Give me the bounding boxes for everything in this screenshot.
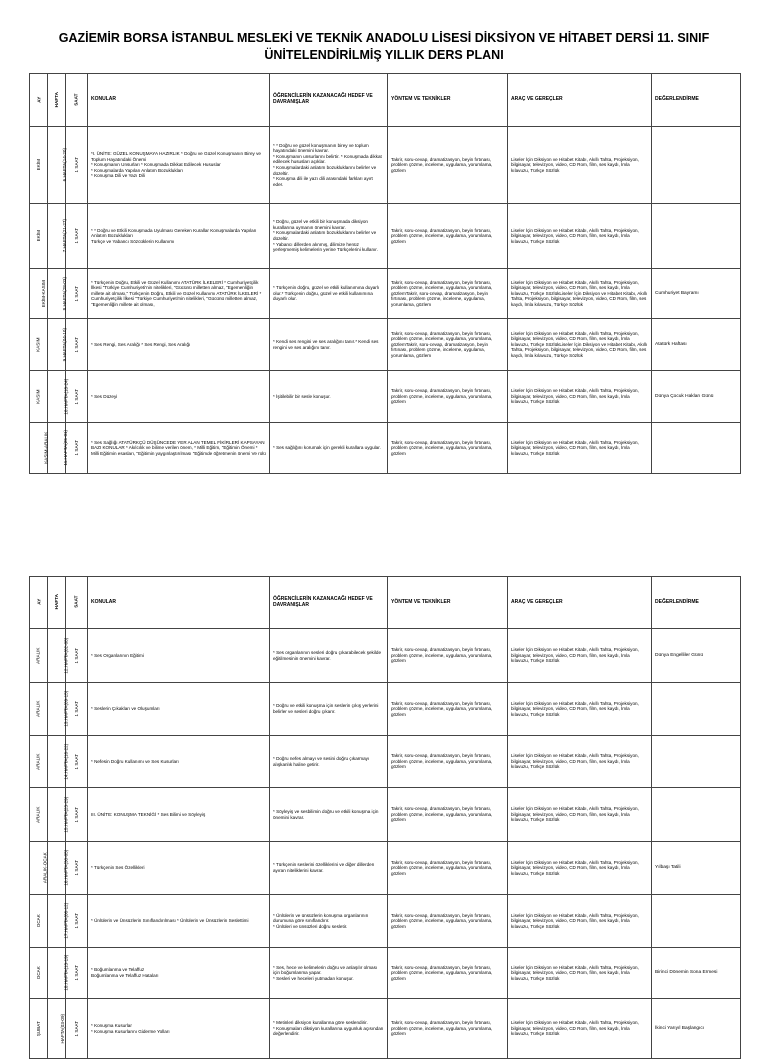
- plan-table-2: [29, 576, 741, 1059]
- table-row: [30, 999, 741, 1059]
- table-row: [30, 842, 741, 895]
- header-row: [30, 577, 741, 629]
- week-cell: HAFTA(03-09): [48, 999, 66, 1059]
- methods-cell: Takrir, soru-cevap, dramatizasyon, beyin fırtınası, problem çözme, inceleme, uygulama, yorumlama, gözlemTakrir, soru-cevap, dramatizasyon, beyin fırtınası, problem çözme, inceleme, uygulama, yorumlama, gözlem: [388, 269, 508, 319]
- table-row: [30, 423, 741, 474]
- hours-cell: 1 SAAT: [66, 371, 88, 423]
- evaluation-cell: Cumhuriyet Bayramı: [652, 269, 741, 319]
- methods-cell: Takrir, soru-cevap, dramatizasyon, beyin fırtınası, problem çözme, inceleme, uygulama, yorumlama, gözlem: [388, 683, 508, 736]
- methods-cell: Takrir, soru-cevap, dramatizasyon, beyin fırtınası, problem çözme, inceleme, uygulama, yorumlama, gözlem: [388, 204, 508, 269]
- header-deger: DEĞERLENDİRME: [652, 74, 741, 127]
- materials-cell: Liseler İçin Diksiyon ve Hitabet Kitabı, Akıllı Tahta, Projeksiyon, bilgisayar, televizyon, video, CD Rom, film, ses kaydı, İmla kılavuzu, Türkçe Sözlük: [508, 629, 652, 683]
- header-konular: KONULAR: [88, 577, 270, 629]
- header-saat: SAAT: [66, 74, 88, 127]
- evaluation-cell: Dünya Engelliler Günü: [652, 629, 741, 683]
- month-cell: KASIM: [30, 371, 48, 423]
- topic-cell: * Ses Düzeyi: [88, 371, 270, 423]
- month-cell: ARALIK: [30, 629, 48, 683]
- methods-cell: Takrir, soru-cevap, dramatizasyon, beyin fırtınası, problem çözme, inceleme, uygulama, yorumlama, gözlem: [388, 948, 508, 999]
- methods-cell: Takrir, soru-cevap, dramatizasyon, beyin fırtınası, problem çözme, inceleme, uygulama, yorumlama, gözlem: [388, 127, 508, 204]
- evaluation-cell: [652, 895, 741, 948]
- table-row: [30, 895, 741, 948]
- month-cell: KASIM-ARALIK: [30, 423, 48, 474]
- materials-cell: Liseler İçin Diksiyon ve Hitabet Kitabı, Akıllı Tahta, Projeksiyon, bilgisayar, televizyon, video, CD Rom, film, ses kaydı, İmla kılavuzu, Türkçe Sözlük: [508, 895, 652, 948]
- methods-cell: Takrir, soru-cevap, dramatizasyon, beyin fırtınası, problem çözme, inceleme, uygulama, yorumlama, gözlem: [388, 895, 508, 948]
- materials-cell: Liseler İçin Diksiyon ve Hitabet Kitabı, Akıllı Tahta, Projeksiyon, bilgisayar, televizyon, video, CD Rom, film, ses kaydı, İmla kılavuzu, Türkçe Sözlük: [508, 842, 652, 895]
- materials-cell: Liseler İçin Diksiyon ve Hitabet Kitabı, Akıllı Tahta, Projeksiyon, bilgisayar, televizyon, video, CD Rom, film, ses kaydı, İmla kılavuzu, Türkçe SözlükLiseler İçin Diksiyon ve Hitabet Kitabı, Akıllı Tahta, Projeksiyon, bilgisayar, televizyon, video, CD Rom, film, ses kaydı, İmla kılavuzu, Türkçe Sözlük: [508, 269, 652, 319]
- document-title: [30, 30, 738, 64]
- header-konular: KONULAR: [88, 74, 270, 127]
- title-line-2: ÜNİTELENDİRİLMİŞ YILLIK DERS PLANI: [264, 48, 504, 62]
- objectives-cell: * Ünlülerin ve ünsüzlerin konuşma organlarının durumuna göre sınıflandırır. * Ünlüleri ve ünsüzleri doğru sesletir.: [270, 895, 388, 948]
- methods-cell: Takrir, soru-cevap, dramatizasyon, beyin fırtınası, problem çözme, inceleme, uygulama, yorumlama, gözlemTakrir, soru-cevap, dramatizasyon, beyin fırtınası, problem çözme, inceleme, uygulama, yorumlama, gözlem: [388, 319, 508, 371]
- header-ay: AY: [30, 74, 48, 127]
- evaluation-cell: [652, 127, 741, 204]
- hours-cell: 1 SAAT: [66, 895, 88, 948]
- month-cell: ARALIK-OCAK: [30, 842, 48, 895]
- hours-cell: 1 SAAT: [66, 269, 88, 319]
- evaluation-cell: [652, 683, 741, 736]
- evaluation-cell: Dünya Çocuk Hakları Günü: [652, 371, 741, 423]
- month-cell: OCAK: [30, 948, 48, 999]
- topic-cell: * Boğumlanma ve Telaffuz Boğumlanma ve Telaffuz Hataları: [88, 948, 270, 999]
- materials-cell: Liseler İçin Diksiyon ve Hitabet Kitabı, Akıllı Tahta, Projeksiyon, bilgisayar, televizyon, video, CD Rom, film, ses kaydı, İmla kılavuzu, Türkçe Sözlük: [508, 683, 652, 736]
- month-cell: ARALIK: [30, 683, 48, 736]
- month-cell: ŞUBAT: [30, 999, 48, 1059]
- header-hafta: HAFTA: [48, 577, 66, 629]
- table-row: [30, 319, 741, 371]
- topic-cell: * Ses Rengi, Ses Aralığı * Ses Rengi, Ses Aralığı: [88, 319, 270, 371]
- table-row: [30, 204, 741, 269]
- topic-cell: * Nefesin Doğru Kullanımı ve Ses Kusurları: [88, 736, 270, 788]
- table-row: [30, 788, 741, 842]
- header-hedef: ÖĞRENCİLERİN KAZANACAĞI HEDEF VE DAVRANIŞLAR: [270, 577, 388, 629]
- methods-cell: Takrir, soru-cevap, dramatizasyon, beyin fırtınası, problem çözme, inceleme, uygulama, yorumlama, gözlem: [388, 999, 508, 1059]
- hours-cell: 1 SAAT: [66, 948, 88, 999]
- title-line-1: GAZİEMİR BORSA İSTANBUL MESLEKİ VE TEKNİK ANADOLU LİSESİ DİKSİYON VE HİTABET DERSİ 11. SINIF: [58, 31, 710, 45]
- table-row: [30, 683, 741, 736]
- plan-table-1: [29, 73, 741, 474]
- topic-cell: *I. ÜNİTE: GÜZEL KONUŞMAYA HAZIRLIK * Doğru ve Güzel Konuşmanın Birey ve Toplum Hayatındaki Önemi * Konuşmanın Unsurları * Konuşmada Dikkat Edilecek Hususlar * Konuşmalarda Yapılan Anlatım Bozuklukları * Konuşma Dili ve Yazı Dili: [88, 127, 270, 204]
- week-cell: 12.HAFTA(02-08): [48, 629, 66, 683]
- hours-cell: 1 SAAT: [66, 842, 88, 895]
- evaluation-cell: [652, 736, 741, 788]
- week-cell: 6.HAFTA(14-20): [48, 127, 66, 204]
- methods-cell: Takrir, soru-cevap, dramatizasyon, beyin fırtınası, problem çözme, inceleme, uygulama, yorumlama, gözlem: [388, 371, 508, 423]
- week-cell: 14.HAFTA(16-22): [48, 736, 66, 788]
- hours-cell: 1 SAAT: [66, 736, 88, 788]
- header-yontem: YÖNTEM VE TEKNİKLER: [388, 74, 508, 127]
- hours-cell: 1 SAAT: [66, 423, 88, 474]
- hours-cell: 1 SAAT: [66, 204, 88, 269]
- header-ay: AY: [30, 577, 48, 629]
- materials-cell: Liseler İçin Diksiyon ve Hitabet Kitabı, Akıllı Tahta, Projeksiyon, bilgisayar, televizyon, video, CD Rom, film, ses kaydı, İmla kılavuzu, Türkçe Sözlük: [508, 999, 652, 1059]
- week-cell: 17.HAFTA(06-12): [48, 895, 66, 948]
- week-cell: 8.HAFTA(28-03): [48, 269, 66, 319]
- hours-cell: 1 SAAT: [66, 999, 88, 1059]
- topic-cell: III. ÜNİTE: KONUŞMA TEKNİĞİ * Ses Bilimi ve Söyleyiş: [88, 788, 270, 842]
- materials-cell: Liseler İçin Diksiyon ve Hitabet Kitabı, Akıllı Tahta, Projeksiyon, bilgisayar, televizyon, video, CD Rom, film, ses kaydı, İmla kılavuzu, Türkçe Sözlük: [508, 127, 652, 204]
- evaluation-cell: Birinci Dönemin Sona Ermesi: [652, 948, 741, 999]
- table-row: [30, 127, 741, 204]
- header-row: [30, 74, 741, 127]
- header-saat: SAAT: [66, 577, 88, 629]
- objectives-cell: * Metinleri diksiyon kurallarına göre seslendirir. * Konuşmaları diksiyon kurallarına uygunluk açısından değerlendirir.: [270, 999, 388, 1059]
- objectives-cell: * Türkçenin seslerini özelliklerini ve diğer dillerden ayıran niteliklerini kavrar.: [270, 842, 388, 895]
- week-cell: 11.HAFTA(25-01): [48, 423, 66, 474]
- materials-cell: Liseler İçin Diksiyon ve Hitabet Kitabı, Akıllı Tahta, Projeksiyon, bilgisayar, televizyon, video, CD Rom, film, ses kaydı, İmla kılavuzu, Türkçe Sözlük: [508, 423, 652, 474]
- evaluation-cell: [652, 204, 741, 269]
- header-arac: ARAÇ VE GEREÇLER: [508, 74, 652, 127]
- topic-cell: * Türkçenin Doğru, Etkili ve Güzel Kullanımı ATATÜRK İLKELERİ * Cumhuriyetçilik İlkesi "Türkiye Cumhuriyeti'nin nitelikleri, "Gücünü milletten almaz, "Egemenliğin millete ait olması," Türkçenin Doğru, Etkili ve Güzel Kullanımı ATATÜRK İLKELERİ * Cumhuriyetçilik İlkesi "Türkiye Cumhuriyeti'nin nitelikleri, "Gücünü milletten almaz, "Egemenliğin millete ait olması,: [88, 269, 270, 319]
- week-cell: 10.HAFTA(18-24): [48, 371, 66, 423]
- header-hafta: HAFTA: [48, 74, 66, 127]
- objectives-cell: * Doğru ve etkili konuşma için seslerin çıkış yerlerini belirler ve sesleri doğru çıkarır.: [270, 683, 388, 736]
- evaluation-cell: İkinci Yarıyıl Başlangıcı: [652, 999, 741, 1059]
- week-cell: 16.HAFTA(30-05): [48, 842, 66, 895]
- week-cell: 13.HAFTA(09-15): [48, 683, 66, 736]
- week-cell: 7.HAFTA(21-27): [48, 204, 66, 269]
- evaluation-cell: Atatürk Haftası: [652, 319, 741, 371]
- week-cell: 15.HAFTA(23-29): [48, 788, 66, 842]
- objectives-cell: * Kendi ses rengini ve ses aralığını tanır.* Kendi ses rengini ve ses aralığını tanır.: [270, 319, 388, 371]
- topic-cell: * Ünlülerin ve Ünsüzlerin Sınıflandırılması * Ünlülerin ve Ünsüzlerin Seslettimi: [88, 895, 270, 948]
- header-yontem: YÖNTEM VE TEKNİKLER: [388, 577, 508, 629]
- methods-cell: Takrir, soru-cevap, dramatizasyon, beyin fırtınası, problem çözme, inceleme, uygulama, yorumlama, gözlem: [388, 736, 508, 788]
- hours-cell: 1 SAAT: [66, 788, 88, 842]
- methods-cell: Takrir, soru-cevap, dramatizasyon, beyin fırtınası, problem çözme, inceleme, uygulama, yorumlama, gözlem: [388, 842, 508, 895]
- materials-cell: Liseler İçin Diksiyon ve Hitabet Kitabı, Akıllı Tahta, Projeksiyon, bilgisayar, televizyon, video, CD Rom, film, ses kaydı, İmla kılavuzu, Türkçe Sözlük: [508, 788, 652, 842]
- hours-cell: 1 SAAT: [66, 683, 88, 736]
- topic-cell: * Seslerin Çıkakları ve Oluşumları: [88, 683, 270, 736]
- objectives-cell: * İşitilebilir bir sesle konuşur.: [270, 371, 388, 423]
- header-hedef: ÖĞRENCİLERİN KAZANACAĞI HEDEF VE DAVRANIŞLAR: [270, 74, 388, 127]
- materials-cell: Liseler İçin Diksiyon ve Hitabet Kitabı, Akıllı Tahta, Projeksiyon, bilgisayar, televizyon, video, CD Rom, film, ses kaydı, İmla kılavuzu, Türkçe Sözlük: [508, 371, 652, 423]
- topic-cell: * * Doğru ve Etkili Konuşmada Uyulması Gereken Kurallar Konuşmalarda Yapılan Anlatım Bozuklukları Türkçe ve Yabancı Sözcüklerin Kullanımı: [88, 204, 270, 269]
- objectives-cell: * Ses sağlığını korumak için gerekli kurallara uygular.: [270, 423, 388, 474]
- table-row: [30, 948, 741, 999]
- header-arac: ARAÇ VE GEREÇLER: [508, 577, 652, 629]
- objectives-cell: * Doğru, güzel ve etkili bir konuşmada diksiyon kurallarına uymanın önemini kavrar. * Konuşmalardaki anlatım bozukluklarını belirler ve düzeltir. * Yabancı dillerden alınmış, dilimize henüz yerleşmemiş kelimelerin yerine Türkçelerini kullanır.: [270, 204, 388, 269]
- month-cell: ARALIK: [30, 788, 48, 842]
- month-cell: EKİM-KASIM: [30, 269, 48, 319]
- hours-cell: 1 SAAT: [66, 319, 88, 371]
- materials-cell: Liseler İçin Diksiyon ve Hitabet Kitabı, Akıllı Tahta, Projeksiyon, bilgisayar, televizyon, video, CD Rom, film, ses kaydı, İmla kılavuzu, Türkçe Sözlük: [508, 948, 652, 999]
- materials-cell: Liseler İçin Diksiyon ve Hitabet Kitabı, Akıllı Tahta, Projeksiyon, bilgisayar, televizyon, video, CD Rom, film, ses kaydı, İmla kılavuzu, Türkçe SözlükLiseler İçin Diksiyon ve Hitabet Kitabı, Akıllı Tahta, Projeksiyon, bilgisayar, televizyon, video, CD Rom, film, ses kaydı, İmla kılavuzu, Türkçe Sözlük: [508, 319, 652, 371]
- methods-cell: Takrir, soru-cevap, dramatizasyon, beyin fırtınası, problem çözme, inceleme, uygulama, yorumlama, gözlem: [388, 788, 508, 842]
- objectives-cell: * Türkçenin doğru, güzel ve etkili kullanımına duyarlı olur.* Türkçenin doğru, güzel ve etkili kullanımına duyarlı olur.: [270, 269, 388, 319]
- topic-cell: * Türkçenin Ses Özellikleri: [88, 842, 270, 895]
- week-cell: 18.HAFTA(13-19): [48, 948, 66, 999]
- header-deger: DEĞERLENDİRME: [652, 577, 741, 629]
- month-cell: OCAK: [30, 895, 48, 948]
- objectives-cell: * Ses organlarının sesleri doğru çıkarabilecek şekilde eğitilmesinin önemini kavrar.: [270, 629, 388, 683]
- evaluation-cell: Yılbaşı Tatili: [652, 842, 741, 895]
- month-cell: KASIM: [30, 319, 48, 371]
- table-row: [30, 736, 741, 788]
- topic-cell: * Ses Organlarının Eğitimi: [88, 629, 270, 683]
- objectives-cell: * Ses, hece ve kelimelerin doğru ve anlaşılır olması için boğumlanma yapar. * Sesleri ve heceleri yutmadan konuşur.: [270, 948, 388, 999]
- evaluation-cell: [652, 788, 741, 842]
- table-row: [30, 371, 741, 423]
- methods-cell: Takrir, soru-cevap, dramatizasyon, beyin fırtınası, problem çözme, inceleme, uygulama, yorumlama, gözlem: [388, 629, 508, 683]
- month-cell: EKİM: [30, 204, 48, 269]
- topic-cell: * Konuşma Kusurlar * Konuşma Kusurlarını Giderme Yolları: [88, 999, 270, 1059]
- materials-cell: Liseler İçin Diksiyon ve Hitabet Kitabı, Akıllı Tahta, Projeksiyon, bilgisayar, televizyon, video, CD Rom, film, ses kaydı, İmla kılavuzu, Türkçe Sözlük: [508, 736, 652, 788]
- hours-cell: 1 SAAT: [66, 127, 88, 204]
- month-cell: ARALIK: [30, 736, 48, 788]
- objectives-cell: * Söyleyiş ve sesbilimin doğru ve etkili konuşma için önemini kavrar.: [270, 788, 388, 842]
- methods-cell: Takrir, soru-cevap, dramatizasyon, beyin fırtınası, problem çözme, inceleme, uygulama, yorumlama, gözlem: [388, 423, 508, 474]
- topic-cell: * Ses Sağlığı ATATÜRKÇÜ DÜŞÜNCEDE YER ALAN TEMEL FİKİRLERİ KAPSAYAN BAZI KONULAR * Akılcılık ve bilime verilen önem, * Milli Eğitim, "Eğitimin Önemi * Milli Eğitimin esasları, "Eğitimin yaygınlaştırılması "Eğitimde öğretmenin önemi Ve rolü: [88, 423, 270, 474]
- table-row: [30, 269, 741, 319]
- objectives-cell: * Doğru nefes almayı ve sesini doğru çıkarmayı alışkanlık haline getirir.: [270, 736, 388, 788]
- table-row: [30, 629, 741, 683]
- hours-cell: 1 SAAT: [66, 629, 88, 683]
- month-cell: EKİM: [30, 127, 48, 204]
- week-cell: 9.HAFTA(04-10): [48, 319, 66, 371]
- objectives-cell: * * Doğru ve güzel konuşmanın birey ve toplum hayatındaki önemini kavrar. * Konuşmanın unsurlarını belirtir. * Konuşmada dikkat edilecek hususları açıklar. * Konuşmalardaki anlatım bozukluklarını belirler ve düzeltir. * Konuşma dili ile yazı dili arasındaki farkları ayırt eder.: [270, 127, 388, 204]
- evaluation-cell: [652, 423, 741, 474]
- materials-cell: Liseler İçin Diksiyon ve Hitabet Kitabı, Akıllı Tahta, Projeksiyon, bilgisayar, televizyon, video, CD Rom, film, ses kaydı, İmla kılavuzu, Türkçe Sözlük: [508, 204, 652, 269]
